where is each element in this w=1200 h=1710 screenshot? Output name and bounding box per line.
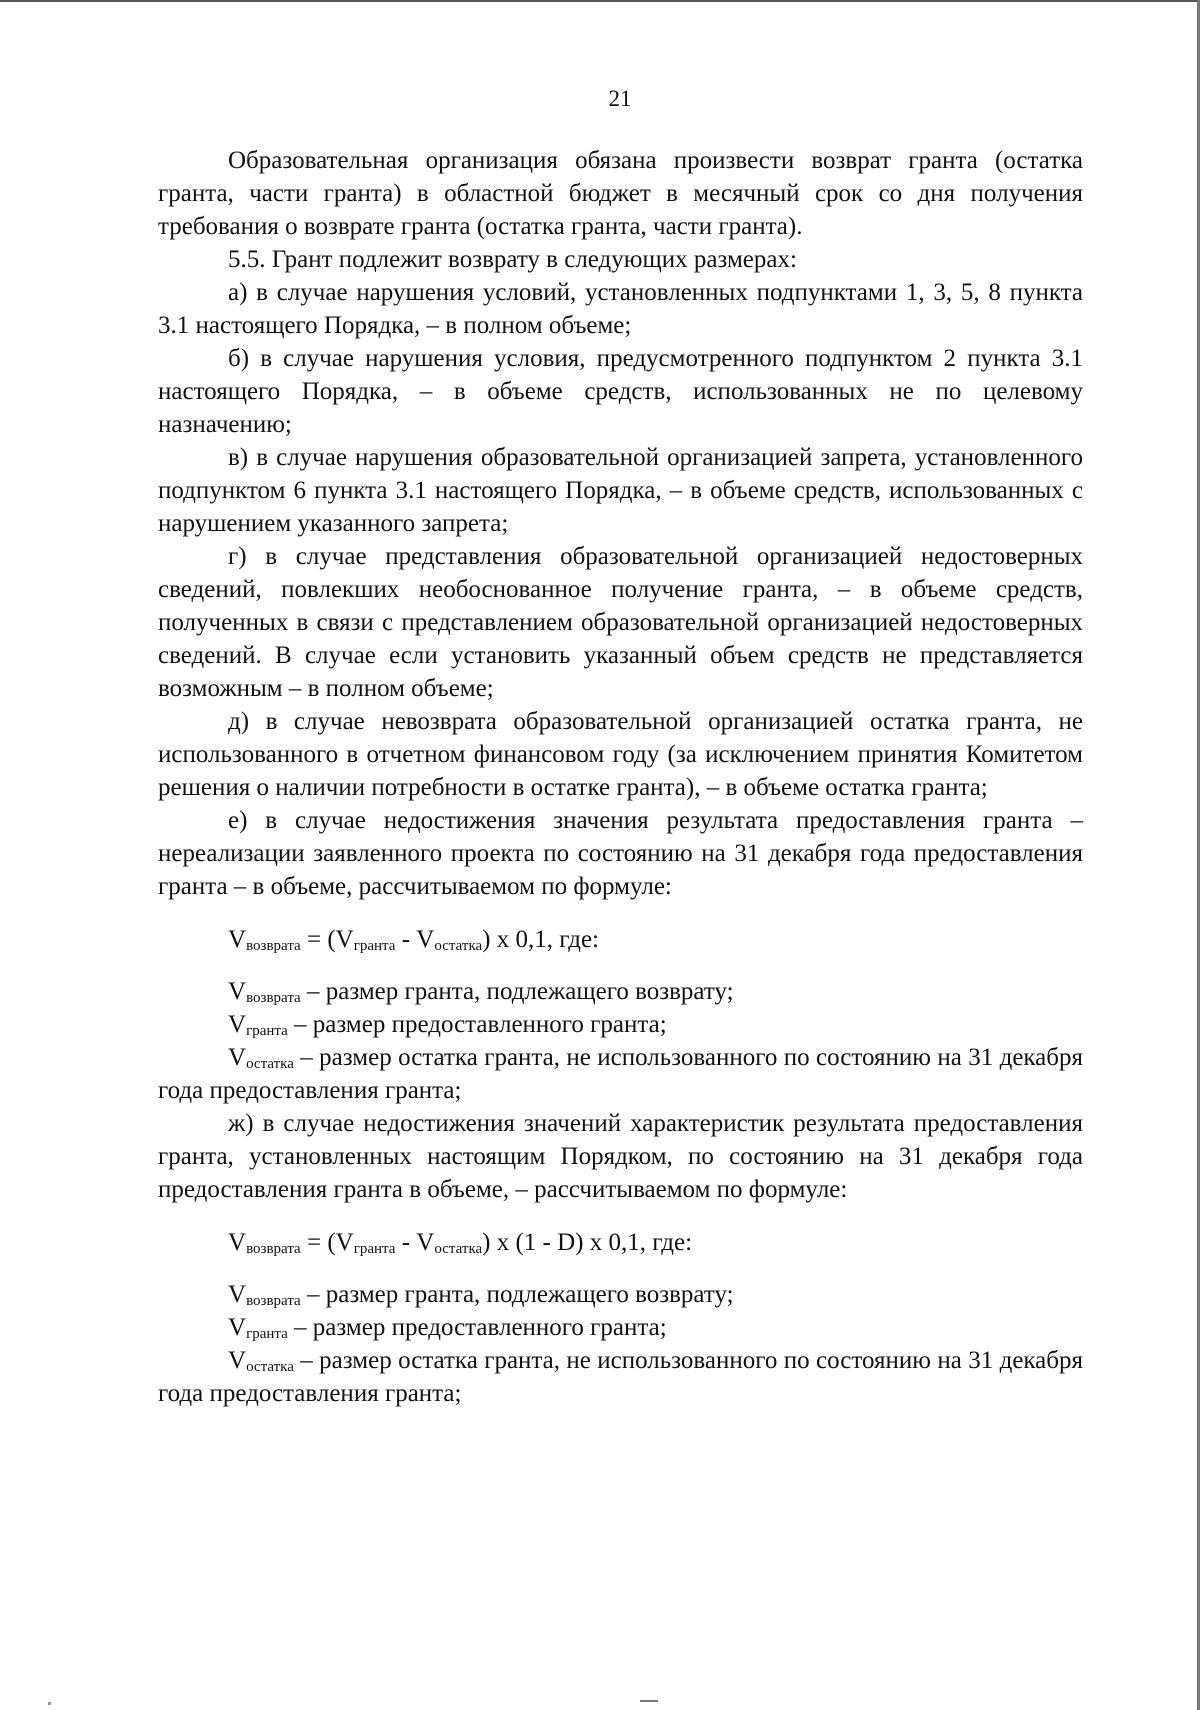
formula-2 (158, 1226, 1083, 1259)
formula-1-minus: - (395, 926, 417, 953)
subscript-rest: остатка (434, 938, 483, 954)
subscript-rest: остатка (434, 1241, 483, 1257)
subscript-grant: гранта (353, 1241, 396, 1257)
paragraph-item-e: е) в случае недостижения значения результата предоставления гранта – нереализации заявленного проекта по состоянию на 31 декабря года предоставления гранта – в объеме, рассчитываемом по формуле: (158, 807, 1083, 900)
paragraph-return-obligation: Образовательная организация обязана произвести возврат гранта (остатка гранта, части гранта) в областной бюджет в месячный срок со дня получения требования о возврате гранта (остатка гранта, части гранта). (158, 147, 1083, 240)
subscript-return: возврата (246, 938, 301, 954)
definition-1-rest: $V_{остатка}$ – размер остатка гранта, не использованного по состоянию на 31 декабря года предоставления гранта; (158, 1044, 1083, 1104)
var-v-return: $V_{возврата}$ (228, 1229, 301, 1257)
paragraph-item-zh: ж) в случае недостижения значений характеристик результата предоставления гранта, установленных настоящим Порядком, по состоянию на 31 декабря года предоставления гранта в объеме, – рассчитываемом по формуле: (158, 1110, 1083, 1203)
paragraph-item-d: д) в случае невозврата образовательной организацией остатка гранта, не использованного в отчетном финансовом году (за исключением принятия Комитетом решения о наличии потребности в остатке гранта), – в объеме остатка гранта; (158, 708, 1083, 801)
scan-artifact-dot (48, 1702, 51, 1705)
paragraph-item-g: г) в случае представления образовательной организацией недостоверных сведений, повлекших необоснованное получение гранта, – в объеме средств, полученных в связи с представлением образовательной организацией недостоверных сведений. В случае если установить указанный объем средств не представляется возможным – в полном объеме; (158, 543, 1083, 702)
var-v-rest: $V_{остатка}$ (416, 926, 483, 954)
var-v-rest: $V_{остатка}$ (416, 1229, 483, 1257)
subscript-grant: гранта (353, 938, 396, 954)
definition-2-return: $V_{возврата}$ – размер гранта, подлежащего возврату; (228, 1281, 734, 1309)
paragraph-item-b: б) в случае нарушения условия, предусмотренного подпунктом 2 пункта 3.1 настоящего Порядка, – в объеме средств, использованных не по целевому назначению; (158, 345, 1083, 438)
definition-2-rest: $V_{остатка}$ – размер остатка гранта, не использованного по состоянию на 31 декабря года предоставления гранта; (158, 1347, 1083, 1407)
paragraph-item-v: в) в случае нарушения образовательной организацией запрета, установленного подпунктом 6 пункта 3.1 настоящего Порядка, – в объеме средств, использованных с нарушением указанного запрета; (158, 444, 1083, 537)
formula-2-tail: ) x (1 - D) x 0,1, где: (482, 1229, 693, 1256)
var-v-grant: $V_{гранта}$ (335, 1229, 396, 1257)
formula-1 (158, 923, 1083, 956)
scan-artifact-mark (640, 1700, 658, 1706)
paragraph-5-5: 5.5. Грант подлежит возврату в следующих размерах: (228, 246, 797, 273)
formula-2-minus: - (395, 1229, 417, 1256)
formula-1-tail: ) x 0,1, где: (482, 926, 600, 953)
definition-1-grant: $V_{гранта}$ – размер предоставленного гранта; (228, 1011, 667, 1039)
definition-1-return: $V_{возврата}$ – размер гранта, подлежащего возврату; (228, 978, 734, 1006)
formula-2-equals: = ( (300, 1229, 336, 1256)
scan-top-edge (0, 0, 1200, 2)
paragraph-item-a: а) в случае нарушения условий, установленных подпунктами 1, 3, 5, 8 пункта 3.1 настоящего Порядка, – в полном объеме; (158, 279, 1083, 339)
document-body (158, 144, 1083, 1410)
var-v-grant: $V_{гранта}$ (335, 926, 396, 954)
formula-1-equals: = ( (300, 926, 336, 953)
subscript-return: возврата (246, 1241, 301, 1257)
var-v-return: $V_{возврата}$ (228, 926, 301, 954)
definition-2-grant: $V_{гранта}$ – размер предоставленного гранта; (228, 1314, 667, 1342)
page-number: 21 (608, 86, 632, 111)
